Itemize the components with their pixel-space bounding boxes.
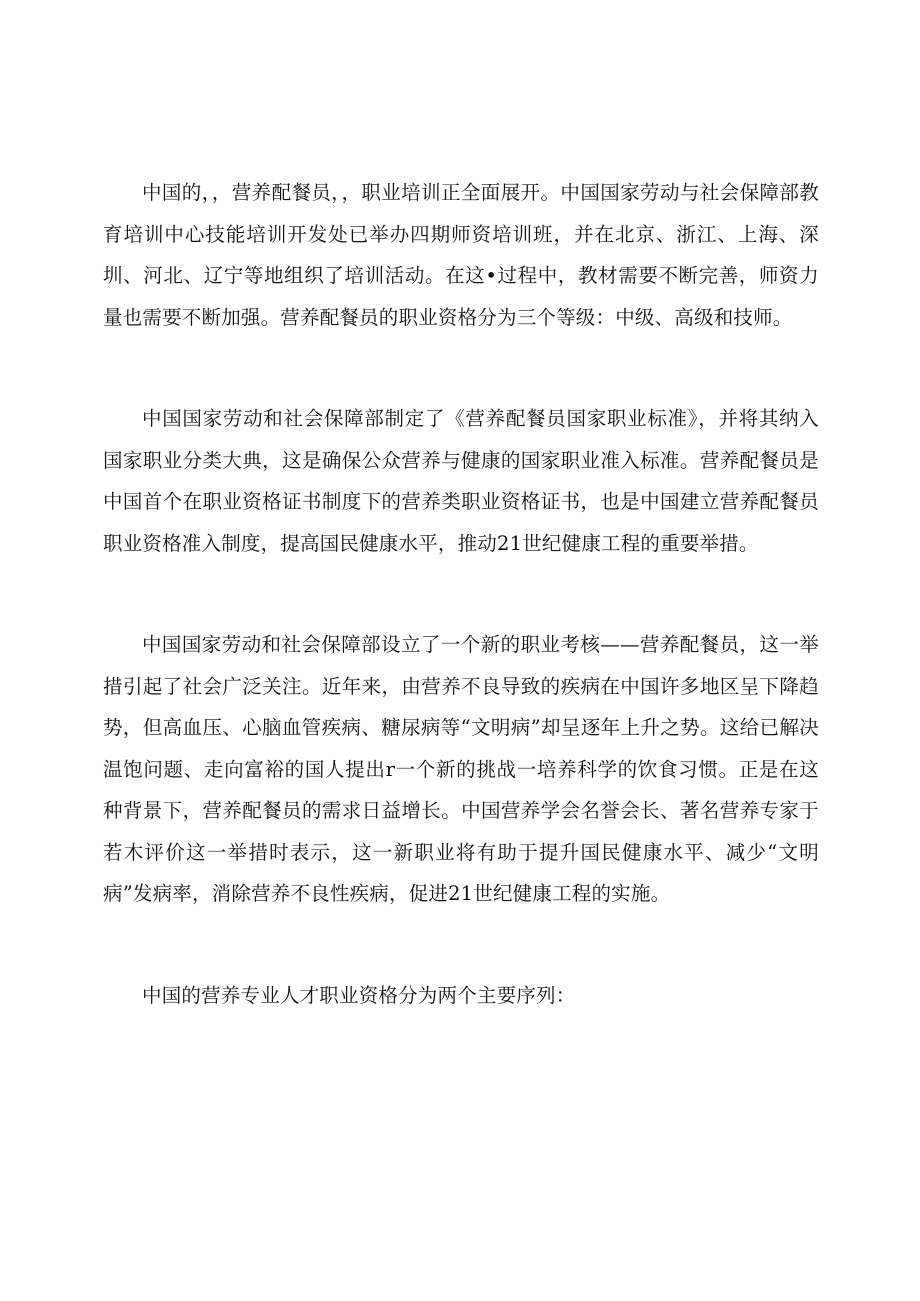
paragraph-national-standard: 中国国家劳动和社会保障部制定了《营养配餐员国家职业标准》，并将其纳入国家职业分类大典，这是确保公众营养与健康的国家职业准入标准。营养配餐员是中国首个在职业资格证书制度下的营养类职业资格证书，也是中国建立营养配餐员职业资格准入制度，提高国民健康水平，推动21世纪健康工程的重要举措。 [103,407,819,555]
paragraph-training-overview: 中国的，，营养配餐员，，职业培训正全面展开。中国国家劳动与社会保障部教育培训中心技能培训开发处已举办四期师资培训班，并在北京、浙江、上海、深圳、河北、辽宁等地组织了培训活动。在这•过程中，教材需要不断完善，师资力量也需要不断加强。营养配餐员的职业资格分为三个等级：中级、高级和技师。 [103,181,819,329]
paragraph-new-occupation: 中国国家劳动和社会保障部设立了一个新的职业考核——营养配餐员，这一举措引起了社会广泛关注。近年来，由营养不良导致的疾病在中国许多地区呈下降趋势，但高血压、心脑血管疾病、糖尿病等“文明病”却呈逐年上升之势。这给已解决温饱问题、走向富裕的国人提出r一个新的挑战一培养科学的饮食习惯。正是在这种背景下，营养配餐员的需求日益增长。中国营养学会名誉会长、著名营养专家于若木评价这一举措时表示，这一新职业将有助于提升国民健康水平、减少“文明病”发病率，消除营养不良性疾病，促进21世纪健康工程的实施。 [103,633,819,905]
document-body [103,172,819,1016]
paragraph-qualification-series: 中国的营养专业人才职业资格分为两个主要序列： [142,983,576,1007]
